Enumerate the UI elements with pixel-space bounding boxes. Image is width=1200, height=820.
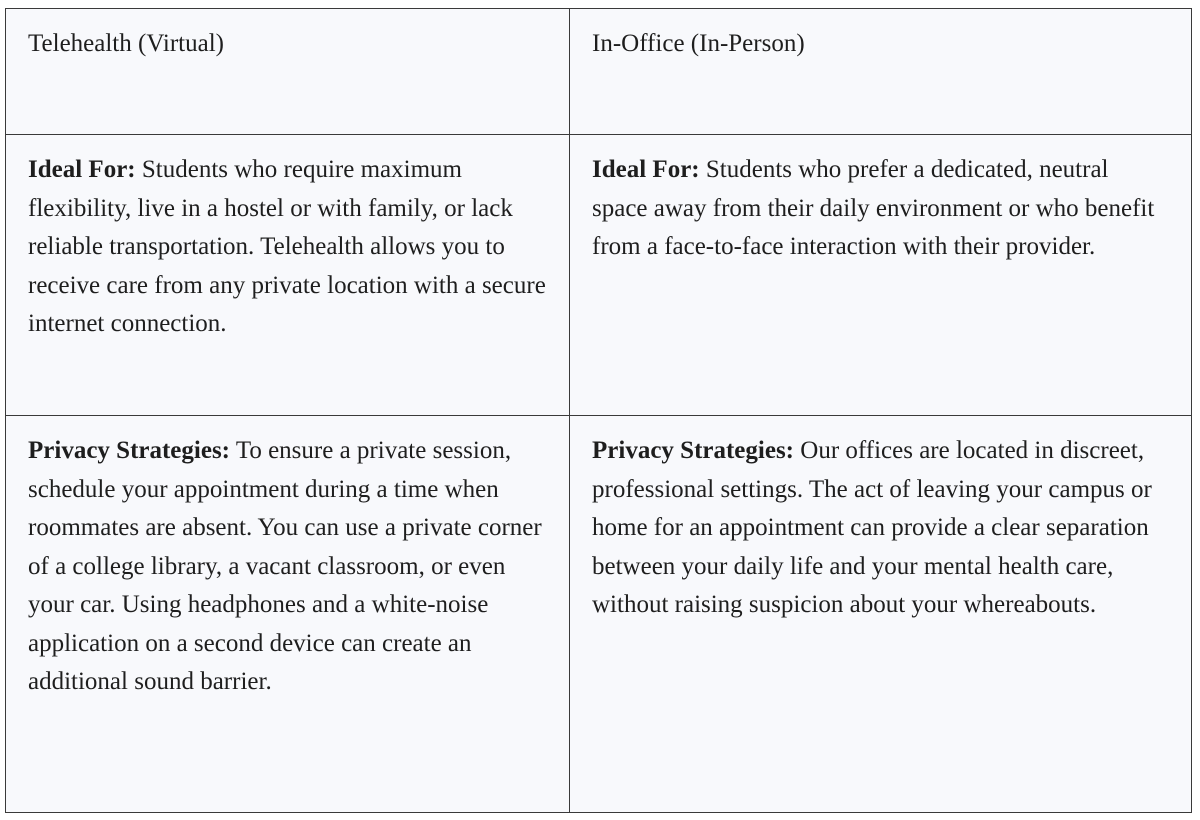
telehealth-vs-inoffice-table — [5, 8, 1192, 813]
table-header-row — [6, 9, 1192, 135]
cell-label: Privacy Strategies: — [592, 437, 795, 464]
header-in-office: In-Office (In-Person) — [570, 9, 1192, 135]
cell-in-office-privacy — [570, 416, 1192, 813]
cell-text: Students who require maximum flexibility, live in a hostel or with family, or lack reliable transportation. Telehealth allows you to receive care from any private location with a secure internet connection. — [28, 156, 546, 337]
cell-label: Ideal For: — [28, 156, 136, 183]
comparison-table-container — [5, 8, 1191, 812]
header-telehealth: Telehealth (Virtual) — [6, 9, 570, 135]
cell-label: Privacy Strategies: — [28, 437, 231, 464]
cell-in-office-ideal-for — [570, 135, 1192, 416]
cell-text: To ensure a private session, schedule your appointment during a time when roommates are absent. You can use a private corner of a college library, a vacant classroom, or even your car. Using headphones and a white-noise application on a second device can create an additional sound barrier. — [28, 437, 542, 695]
table-row-ideal-for — [6, 135, 1192, 416]
cell-telehealth-privacy — [6, 416, 570, 813]
cell-telehealth-ideal-for — [6, 135, 570, 416]
table-row-privacy-strategies — [6, 416, 1192, 813]
cell-label: Ideal For: — [592, 156, 700, 183]
cell-text: Students who prefer a dedicated, neutral space away from their daily environment or who benefit from a face-to-face interaction with their provider. — [592, 156, 1155, 260]
cell-text: Our offices are located in discreet, professional settings. The act of leaving your campus or home for an appointment can provide a clear separation between your daily life and your mental health care, without raising suspicion about your whereabouts. — [592, 437, 1152, 618]
